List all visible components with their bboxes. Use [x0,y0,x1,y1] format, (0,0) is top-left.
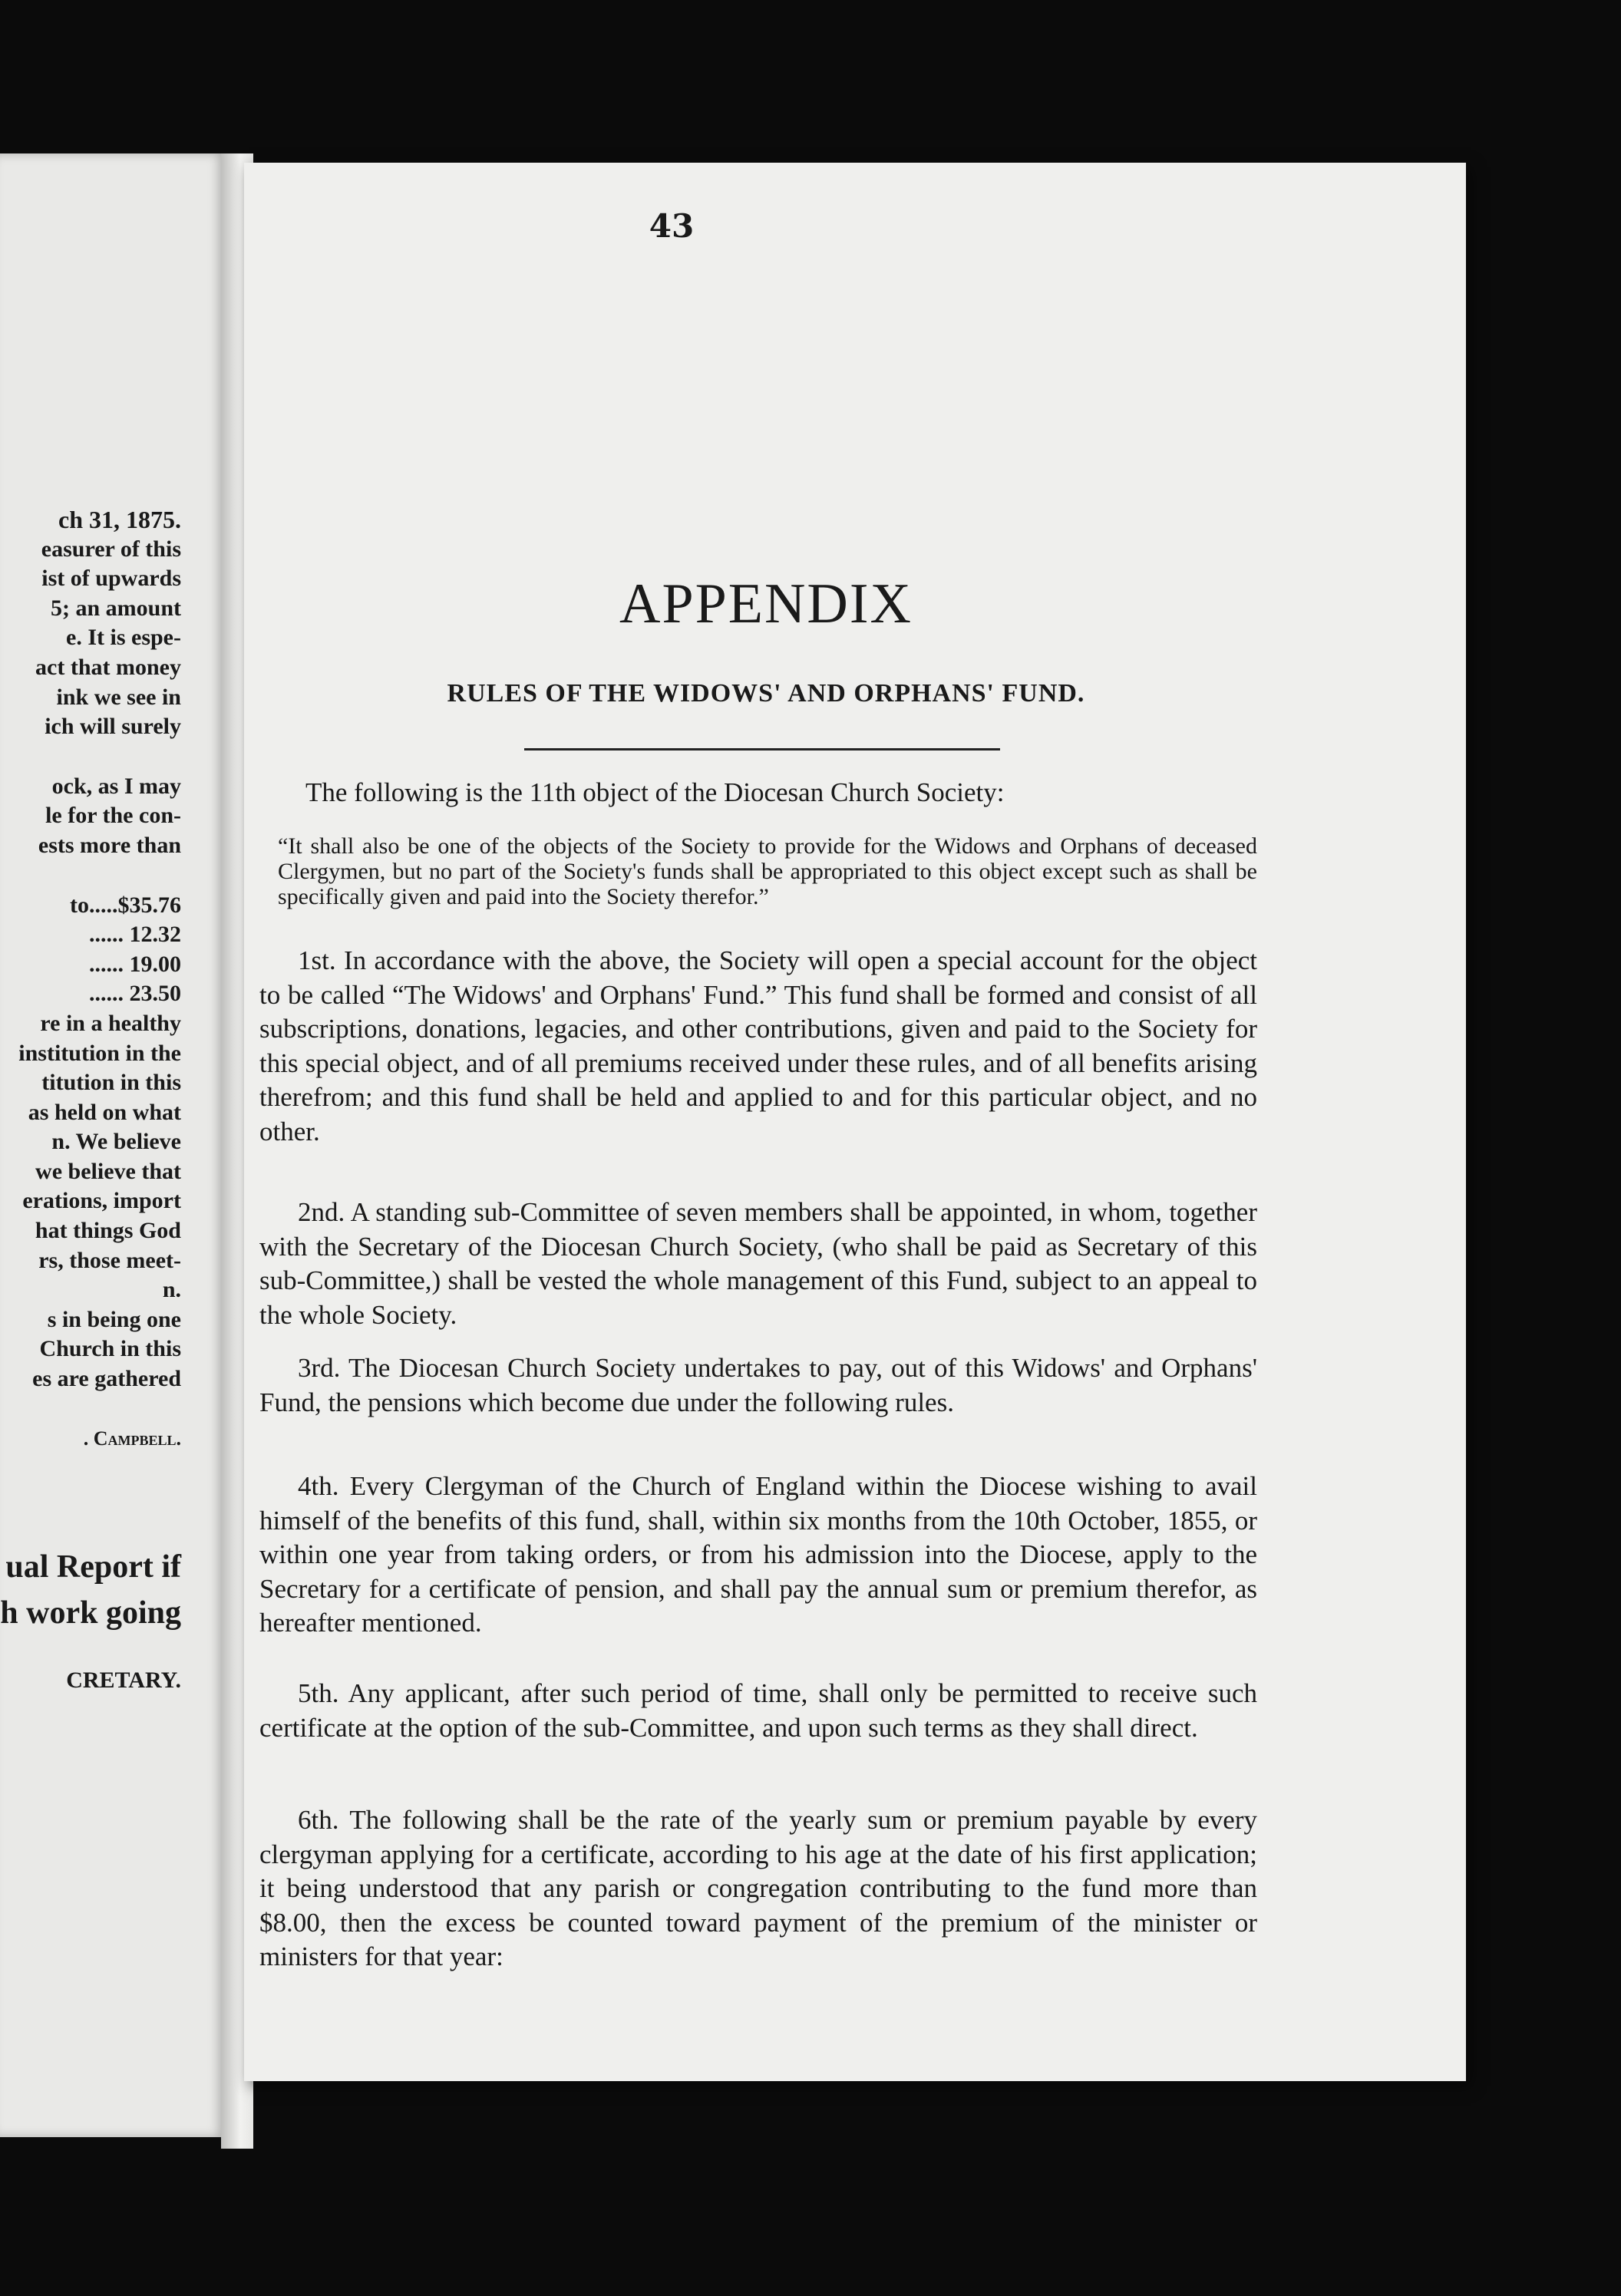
left-page-line: rs, those meet- [38,1247,181,1273]
left-page-line [0,861,223,891]
left-page-line: act that money [35,654,181,680]
left-page-line: erations, import [22,1188,181,1214]
rule-paragraph-3: 3rd. The Diocesan Church Society undertakes to pay, out of this Widows' and Orphans' Fund, the pensions which become due under the following rules. [259,1353,1257,1417]
left-page-line: Church in this [39,1336,181,1362]
left-page-line: ...... 19.00 [89,951,181,977]
left-page-line: . Campbell. [83,1427,181,1450]
title-divider [524,748,1000,750]
rule-paragraph-1: 1st. In accordance with the above, the Society will open a special account for the object to be called “The Widows' and Orphans' Fund.” This fund shall be formed and consist of all subscriptions, donations, legacies, and other contributions, given and paid to the Society for this special object, and of all premiums received under these rules, and of all benefits arising therefrom; and this fund shall be held and applied to and for this particular object, and no other. [259,945,1257,1146]
left-page-line: h work going [0,1595,181,1631]
left-page-line: ock, as I may [51,773,181,799]
left-page-line: ...... 12.32 [89,922,181,948]
left-page-line: easurer of this [41,536,181,562]
left-page-line [0,1453,223,1544]
page-number: 43 [649,207,695,245]
left-page-line [0,742,223,772]
left-page-line: as held on what [28,1099,181,1125]
quoted-object: “It shall also be one of the objects of the Society to provide for the Widows and Orphans of deceased Clergymen, but no part of the Society's funds shall be appropriated to this object except such as shall be specifically given and paid into the Society therefor.” [278,833,1257,909]
left-page-line: to.....$35.76 [70,892,181,918]
left-page-line: ich will surely [45,714,181,740]
left-page-line: es are gathered [32,1366,181,1392]
left-page-line: CRETARY. [66,1668,181,1694]
page-subtitle: RULES OF THE WIDOWS' AND ORPHANS' FUND. [447,679,1085,708]
left-page-line: 5; an amount [50,595,181,621]
left-page-line: re in a healthy [40,1010,181,1036]
left-page-line: titution in this [41,1070,181,1096]
rule-paragraph-4: 4th. Every Clergyman of the Church of England within the Diocese wishing to avail himself of the benefits of this fund, shall, within six months from the 10th October, 1855, or within one year from taking orders, or from his admission into the Diocese, apply to the Secretary for a certificate of pension, and shall pay the annual sum or premium therefor, as hereafter mentioned. [259,1471,1257,1638]
left-page-line: ist of upwards [41,566,181,592]
rule-paragraph-2: 2nd. A standing sub-Committee of seven members shall be appointed, in whom, together with the Secretary of the Diocesan Church Society, (who shall be paid as Secretary of this sub-Committee,) shall be vested the whole management of this Fund, subject to an appeal to the whole Society. [259,1197,1257,1330]
left-page-line: n. [162,1277,181,1303]
left-page-line [0,1394,223,1424]
left-page-line: le for the con- [45,803,181,829]
intro-text: The following is the 11th object of the Diocesan Church Society: [305,777,1005,807]
rule-paragraph-6: 6th. The following shall be the rate of the yearly sum or premium payable by every clergyman applying for a certificate, according to his age at the date of his first application; it being understood that any parish or congregation contributing to the fund more than $8.00, then the excess be counted toward payment of the premium of the minister or ministers for that year: [259,1805,1257,1971]
rule-paragraph-5: 5th. Any applicant, after such period of time, shall only be permitted to receive such certificate at the option of the sub-Committee, and upon such terms as they shall direct. [259,1678,1257,1743]
left-page-line: ests more than [38,832,181,858]
page-title: APPENDIX [619,572,913,635]
left-page-line: hat things God [35,1218,181,1244]
left-page-line [0,1636,223,1666]
left-page-text [0,505,223,1696]
left-page-line: e. It is espe- [66,625,181,651]
left-page-line: ual Report if [5,1549,181,1585]
left-page-line: ink we see in [56,684,181,710]
left-page-line: ...... 23.50 [89,981,181,1007]
left-page-line: institution in the [18,1040,181,1066]
left-facing-page [0,153,226,2137]
left-page-line: n. We believe [51,1129,181,1155]
left-page-line: s in being one [47,1306,181,1332]
left-page-line: we believe that [35,1158,181,1184]
left-page-line: ch 31, 1875. [58,506,181,533]
